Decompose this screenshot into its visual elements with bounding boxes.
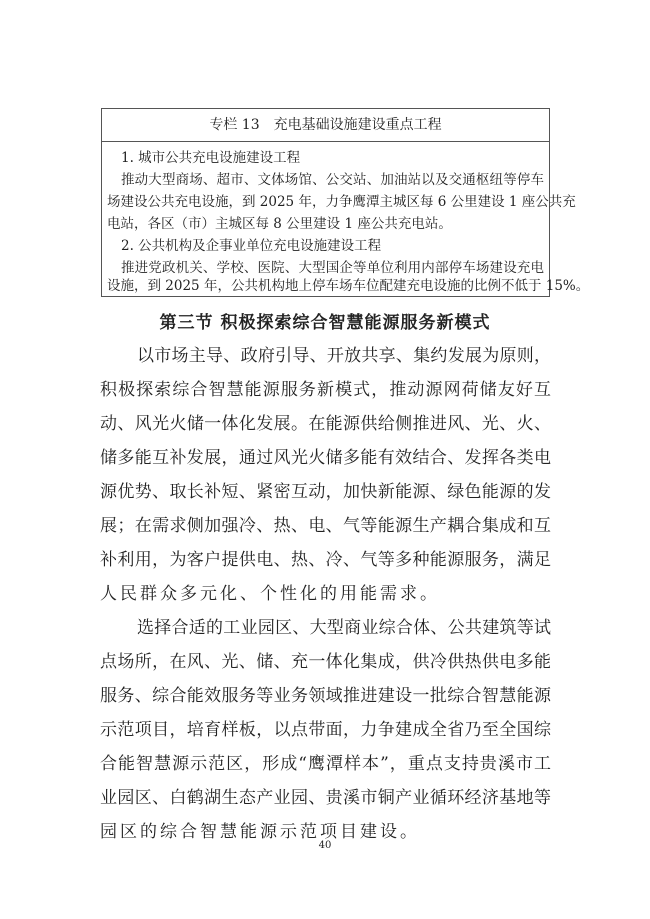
paragraph-line: 园区的综合智慧能源示范项目建设。: [100, 822, 420, 842]
paragraph-line: 人民群众多元化、个性化的用能需求。: [100, 584, 440, 604]
box-line: 设施，到 2025 年，公共机构地上停车场车位配建充电设施的比例不低于 15%。: [107, 278, 590, 294]
feature-box-title: 专栏 13 充电基础设施建设重点工程: [102, 109, 549, 142]
paragraph-line: 动、风光火储一体化发展。在能源供给侧推进风、光、火、: [100, 414, 551, 434]
section-title: 第三节 积极探索综合智慧能源服务新模式: [159, 313, 491, 333]
paragraph-line: 选择合适的工业园区、大型商业综合体、公共建筑等试: [137, 618, 551, 638]
paragraph-line: 服务、综合能效服务等业务领域推进建设一批综合智慧能源: [100, 686, 551, 706]
paragraph-line: 示范项目，培育样板，以点带面，力争建成全省乃至全国综: [100, 720, 551, 740]
paragraph-line: 以市场主导、政府引导、开放共享、集约发展为原则，: [137, 346, 551, 366]
box-line: 推动大型商场、超市、文体场馆、公交站、加油站以及交通枢纽等停车: [121, 172, 544, 188]
box-heading-2: 2. 公共机构及企事业单位充电设施建设工程: [121, 238, 382, 254]
box-line: 场建设公共充电设施，到 2025 年，力争鹰潭主城区每 6 公里建设 1 座公共充: [107, 194, 576, 210]
paragraph-line: 点场所，在风、光、储、充一体化集成，供冷供热供电多能: [100, 652, 551, 672]
page-number: 40: [318, 840, 332, 851]
box-heading-1: 1. 城市公共充电设施建设工程: [121, 150, 301, 166]
paragraph-line: 补利用，为客户提供电、热、冷、气等多种能源服务，满足: [100, 550, 551, 570]
paragraph-line: 源优势、取长补短、紧密互动，加快新能源、绿色能源的发: [100, 482, 551, 502]
paragraph-line: 业园区、白鹤湖生态产业园、贵溪市铜产业循环经济基地等: [100, 788, 551, 808]
paragraph-line: 积极探索综合智慧能源服务新模式，推动源网荷储友好互: [100, 380, 551, 400]
paragraph-line: 展；在需求侧加强冷、热、电、气等能源生产耦合集成和互: [100, 516, 551, 536]
box-line: 电站，各区（市）主城区每 8 公里建设 1 座公共充电站。: [107, 216, 452, 232]
feature-box: [101, 108, 590, 297]
box-line: 推进党政机关、学校、医院、大型国企等单位利用内部停车场建设充电: [121, 260, 544, 276]
paragraph-line: 合能智慧源示范区，形成“鹰潭样本”，重点支持贵溪市工: [100, 754, 551, 774]
paragraph-line: 储多能互补发展，通过风光火储多能有效结合、发挥各类电: [100, 448, 551, 468]
